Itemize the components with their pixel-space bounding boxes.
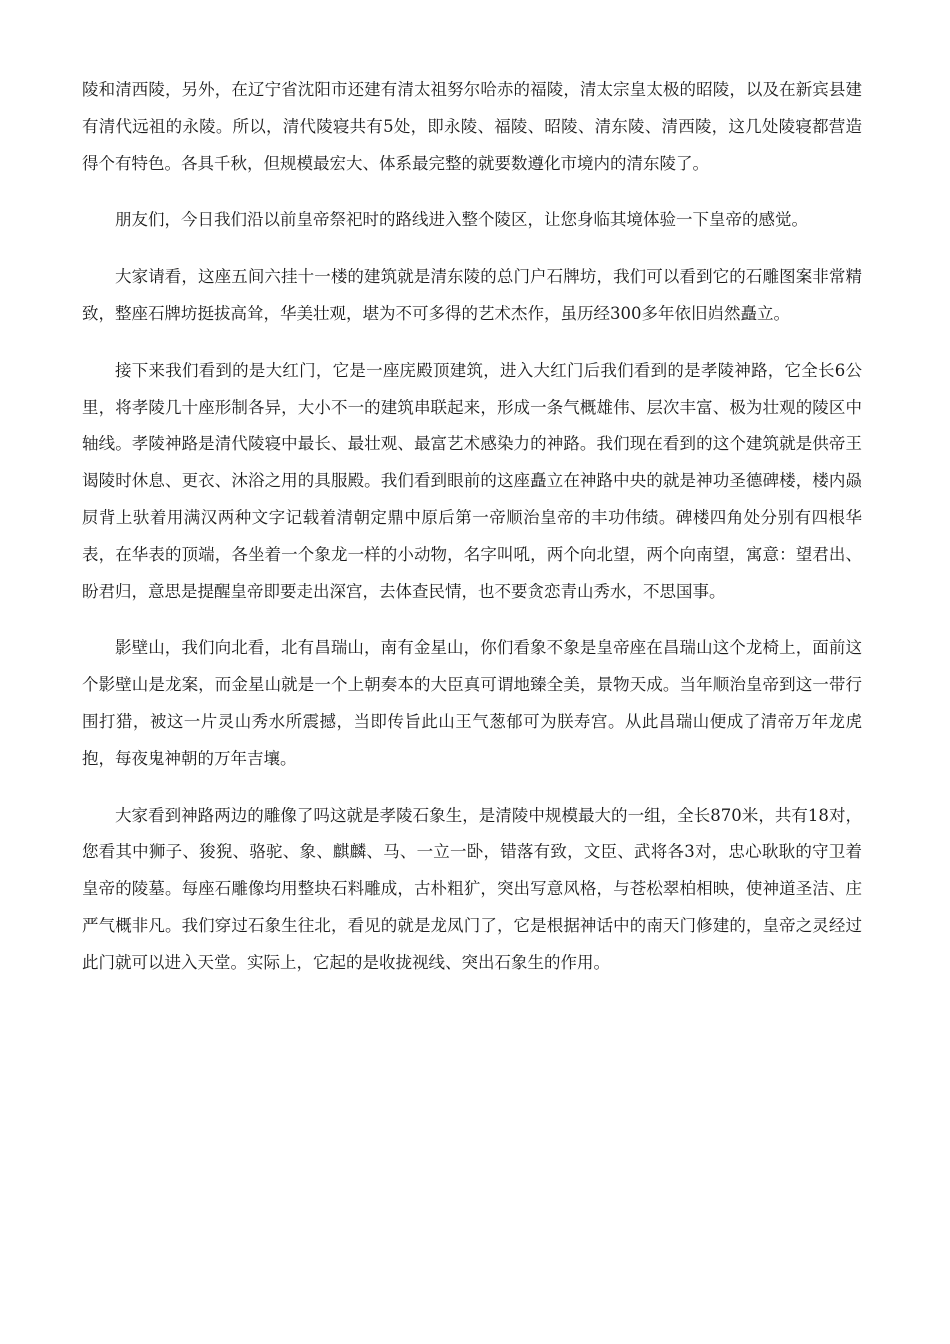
- document-page: [82, 72, 862, 1002]
- paragraph-screen-hill: 影壁山，我们向北看，北有昌瑞山，南有金星山，你们看象不象是皇帝座在昌瑞山这个龙椅上，面前这个影壁山是龙案，而金星山就是一个上朝奏本的大臣真可谓地臻全美，景物天成。当年顺治皇帝到这一带行围打猎，被这一片灵山秀水所震撼，当即传旨此山王气葱郁可为朕寿宫。从此昌瑞山便成了清帝万年龙虎抱，每夜鬼神朝的万年吉壤。: [82, 638, 862, 768]
- paragraph-route-intro: 朋友们，今日我们沿以前皇帝祭祀时的路线进入整个陵区，让您身临其境体验一下皇帝的感觉。: [115, 210, 808, 230]
- paragraph-continued: 陵和清西陵，另外，在辽宁省沈阳市还建有清太祖努尔哈赤的福陵，清太宗皇太极的昭陵，以及在新宾县建有清代远祖的永陵。所以，清代陵寝共有5处，即永陵、福陵、昭陵、清东陵、清西陵，这几处陵寝都营造得个有特色。各具千秋，但规模最宏大、体系最完整的就要数遵化市境内的清东陵了。: [82, 80, 862, 173]
- paragraph-great-red-gate: 接下来我们看到的是大红门，它是一座庑殿顶建筑，进入大红门后我们看到的是孝陵神路，它全长6公里，将孝陵几十座形制各异，大小不一的建筑串联起来，形成一条气概雄伟、层次丰富、极为壮观的陵区中轴线。孝陵神路是清代陵寝中最长、最壮观、最富艺术感染力的神路。我们现在看到的这个建筑就是供帝王谒陵时休息、更衣、沐浴之用的具服殿。我们看到眼前的这座矗立在神路中央的就是神功圣德碑楼，楼内赑屃背上驮着用满汉两种文字记载着清朝定鼎中原后第一帝顺治皇帝的丰功伟绩。碑楼四角处分别有四根华表，在华表的顶端，各坐着一个象龙一样的小动物，名字叫吼，两个向北望，两个向南望，寓意：望君出、盼君归，意思是提醒皇帝即要走出深宫，去体查民情，也不要贪恋青山秀水，不思国事。: [82, 360, 862, 601]
- paragraph-stone-statues: 大家看到神路两边的雕像了吗这就是孝陵石象生，是清陵中规模最大的一组，全长870米，共有18对，您看其中狮子、狻猊、骆驼、象、麒麟、马、一立一卧，错落有致，文臣、武将各3对，忠心耿耿的守卫着皇帝的陵墓。每座石雕像均用整块石料雕成，古朴粗犷，突出写意风格，与苍松翠柏相映，使神道圣洁、庄严气概非凡。我们穿过石象生往北，看见的就是龙凤门了，它是根据神话中的南天门修建的，皇帝之灵经过此门就可以进入天堂。实际上，它起的是收拢视线、突出石象生的作用。: [82, 805, 862, 972]
- paragraph-stone-archway: 大家请看，这座五间六挂十一楼的建筑就是清东陵的总门户石牌坊，我们可以看到它的石雕图案非常精致，整座石牌坊挺拔高耸，华美壮观，堪为不可多得的艺术杰作，虽历经300多年依旧岿然矗立。: [82, 267, 862, 323]
